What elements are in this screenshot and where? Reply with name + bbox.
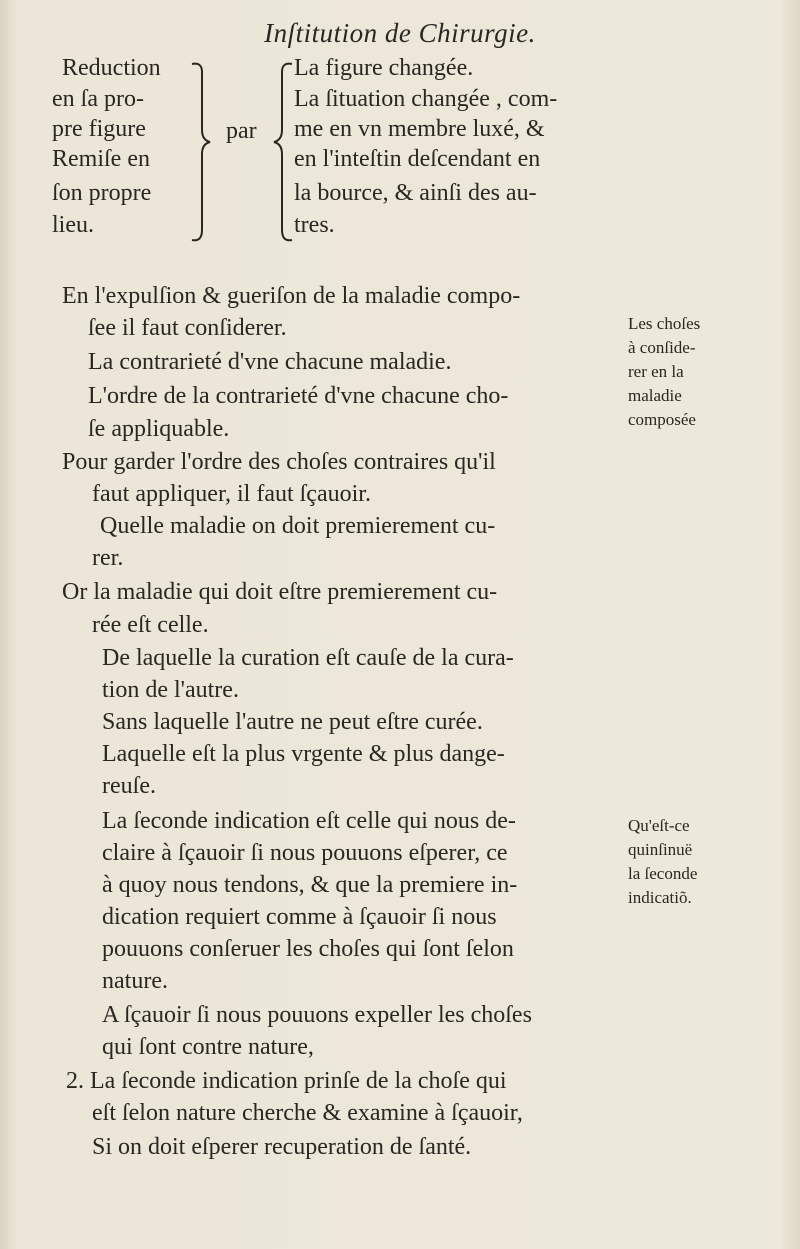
body-line: eſt ſelon nature cherche & examine à ſçauoir, [92, 1100, 523, 1126]
margin-note-line: Qu'eſt-ce [628, 816, 690, 835]
body-line: Quelle maladie on doit premierement cu- [100, 513, 496, 539]
body-line: L'ordre de la contrarieté d'vne chacune cho- [88, 383, 509, 409]
body-line: A ſçauoir ſi nous pouuons expeller les choſes [102, 1002, 532, 1028]
body-line: Pour garder l'ordre des choſes contraires qu'il [62, 449, 496, 475]
right-col-line-6: tres. [294, 212, 335, 238]
margin-note-line: indicatiõ. [628, 888, 692, 907]
body-line: à quoy nous tendons, & que la premiere in- [102, 872, 518, 898]
margin-note-line: à conſide- [628, 338, 696, 357]
body-line: La contrarieté d'vne chacune maladie. [88, 349, 452, 375]
body-line: rée eſt celle. [92, 612, 209, 638]
body-line: Si on doit eſperer recuperation de ſanté. [92, 1134, 472, 1160]
margin-note-2 [628, 814, 697, 910]
body-line: rer. [92, 545, 124, 571]
right-col-line-1: La figure changée. [294, 55, 474, 81]
left-col-line-1: Reduction [62, 55, 161, 81]
par-connector: par [226, 118, 257, 144]
body-line: claire à ſçauoir ſi nous pouuons eſperer, ce [102, 840, 508, 866]
left-col-line-4: Remiſe en [52, 146, 150, 172]
right-col-line-3: me en vn membre luxé, & [294, 116, 545, 142]
margin-note-1 [628, 312, 700, 432]
right-bracket [266, 60, 296, 245]
body-line: nature. [102, 968, 168, 994]
margin-note-line: la ſeconde [628, 864, 698, 883]
body-line: dication requiert comme à ſçauoir ſi nous [102, 904, 497, 930]
right-col-line-4: en l'inteſtin deſcendant en [294, 146, 541, 172]
body-line: Sans laquelle l'autre ne peut eſtre curée. [102, 709, 483, 735]
body-line: tion de l'autre. [102, 677, 239, 703]
body-line: En l'expulſion & gueriſon de la maladie compo- [62, 283, 521, 309]
running-header: Inſtitution de Chirurgie. [264, 18, 536, 48]
body-line: Or la maladie qui doit eſtre premierement cu- [62, 579, 498, 605]
left-col-line-5: ſon propre [52, 180, 152, 206]
left-col-line-3: pre figure [52, 116, 146, 142]
body-line: reuſe. [102, 773, 156, 799]
body-line: De laquelle la curation eſt cauſe de la cura- [102, 645, 514, 671]
right-col-line-5: la bource, & ainſi des au- [294, 180, 537, 206]
margin-note-line: composée [628, 410, 696, 429]
body-line: pouuons conſeruer les choſes qui ſont ſelon [102, 936, 514, 962]
left-col-line-2: en ſa pro- [52, 86, 144, 112]
body-line: Laquelle eſt la plus vrgente & plus dange- [102, 741, 505, 767]
margin-note-line: rer en la [628, 362, 684, 381]
body-line: ſee il faut conſiderer. [88, 315, 287, 341]
right-col-line-2: La ſituation changée , com- [294, 86, 558, 112]
margin-note-line: Les choſes [628, 314, 701, 333]
margin-note-line: maladie [628, 386, 682, 405]
margin-note-line: quinſinuë [628, 840, 693, 859]
body-line: La ſeconde indication eſt celle qui nous de- [102, 808, 516, 834]
body-line: 2. La ſeconde indication prinſe de la choſe qui [66, 1068, 507, 1094]
left-col-line-6: lieu. [52, 212, 94, 238]
body-line: ſe appliquable. [88, 416, 230, 442]
body-line: faut appliquer, il faut ſçauoir. [92, 481, 371, 507]
left-bracket [188, 60, 218, 245]
body-line: qui ſont contre nature, [102, 1034, 314, 1060]
